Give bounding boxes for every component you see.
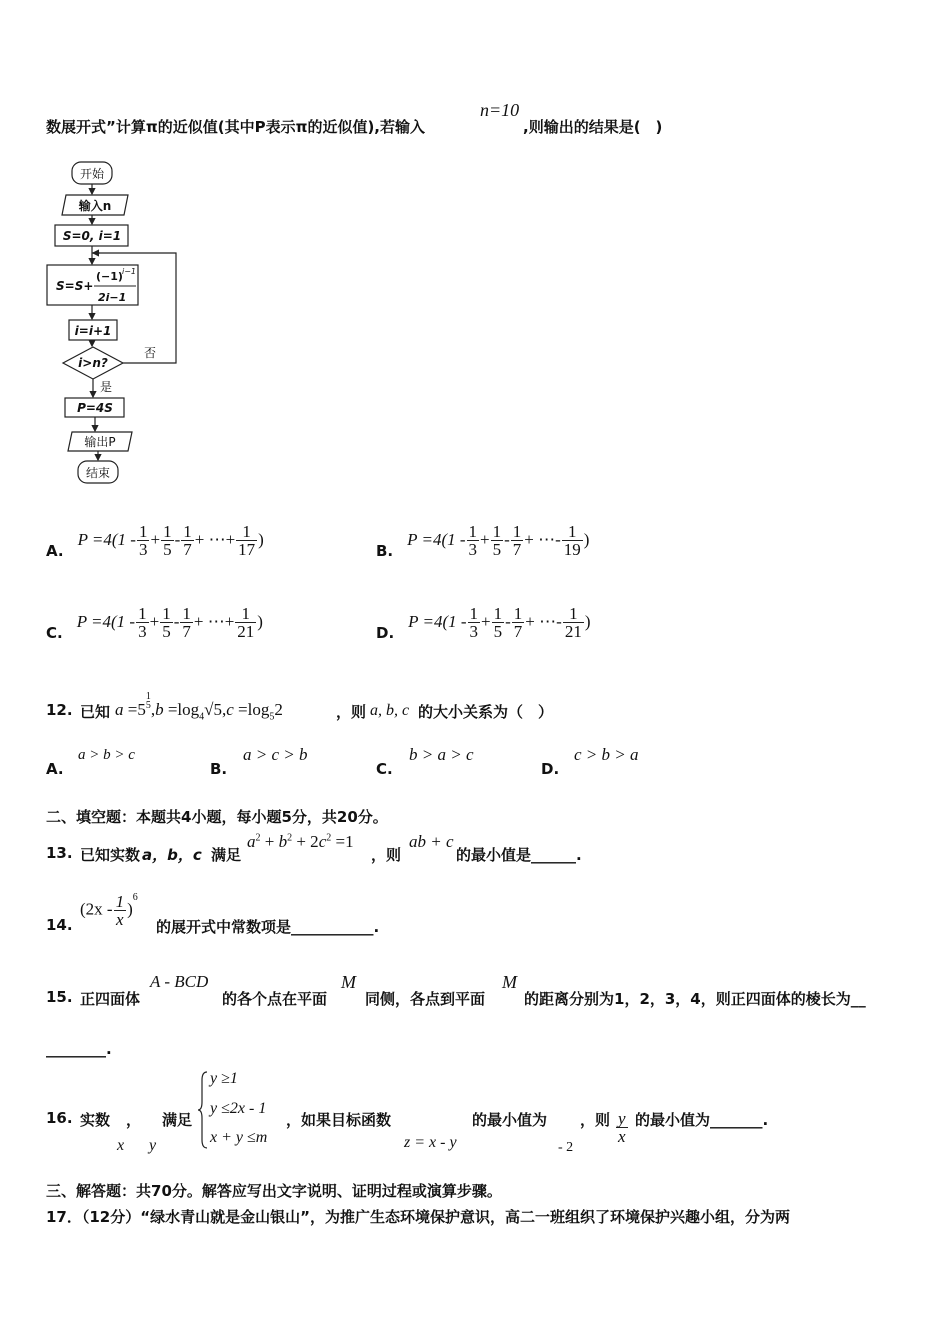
last-sign: - [556,612,562,631]
term-frac-num: 1 [163,521,172,541]
header-text: 数展开式”计算π的近似值(其中P表示π的近似值),若输入 [46,118,425,136]
q14-text: 的展开式中常数项是___________. [156,918,380,936]
term-op: + [150,530,161,549]
term-op: + [149,612,160,631]
last-frac [236,523,257,558]
term-op: - [173,612,180,631]
term-frac-den: 3 [469,621,479,641]
option-prefix: P =4(1 - [407,530,466,549]
term-frac-den: 5 [163,539,172,559]
fc-init-text: S=0, i=1 [62,229,122,243]
q15-text-b: 的各个点在平面 [222,990,328,1008]
q16-ratio-n: y [618,1109,626,1128]
q13-text-c: ，则 [371,846,402,864]
term-frac [468,605,481,640]
term-frac-den: 7 [182,621,191,641]
q15-text-a: 正四面体 [80,990,141,1008]
q16-ratio-d: x [618,1127,626,1146]
term-frac [161,523,174,558]
fc-output-text: 输出P [84,435,116,449]
last-frac [235,605,256,640]
q16-var-y: y [149,1137,157,1154]
q14-num: 14. [46,916,73,934]
close-paren: ) [583,530,590,549]
last-frac-den: 17 [238,539,256,559]
q17-text: 17．（12分）“绿水青山就是金山银山”，为推广生态环境保护意识，高二一班组织了环境保护兴趣小组，分为两 [46,1208,790,1226]
term-frac [180,605,193,640]
option-expr [77,605,263,640]
q16-ratio [615,1110,629,1145]
term-frac-den: 3 [138,539,148,559]
q16-comma: ， [126,1111,142,1129]
section3-heading: 三、解答题：共70分。解答应写出文字说明、证明过程或演算步骤。 [46,1182,502,1200]
term-frac-num: 1 [138,521,148,541]
term-frac-den: 7 [183,539,192,559]
q12-b-letter[interactable]: B. [210,760,228,778]
option-letter[interactable]: B. [376,542,394,560]
q12-exp [145,690,151,711]
q13-cond: $a^2 + b^2 + 2c^2 =1$ [247,832,354,851]
term-frac-den: 5 [492,539,502,559]
fc-end-text: 结束 [85,466,111,480]
term-frac-den: 7 [513,621,523,641]
q12-expr: $a =5^{1 5},b =\log_4√5,c =\log_52$ [115,690,283,723]
q13-text-d: 的最小值是______. [456,846,582,864]
q16-text-d: 的最小值为 [472,1111,548,1129]
option-expr [408,605,590,640]
q13-text-b: 满足 [211,846,242,864]
last-frac-den: 19 [563,539,581,559]
fc-cond-text: i>n? [78,356,108,370]
term-frac-den: 5 [162,621,171,641]
fc-input-text: 输入n [78,199,112,213]
term-frac-num: 1 [138,603,147,623]
header-tail: ,则输出的结果是( ) [523,118,663,136]
q15-blank: ________. [46,1040,112,1058]
term-frac-num: 1 [512,521,522,541]
q16-text-a: 实数 [80,1111,111,1129]
term-op: - [174,530,181,549]
flowchart [40,155,190,490]
term-frac [137,523,150,558]
option-letter[interactable]: A. [46,542,64,560]
fc-update-num-exp: i−1 [122,267,137,276]
n-value: n=10 [480,100,520,120]
q12-c-text[interactable]: b > a > c [409,745,474,764]
option-prefix: P =4(1 - [408,612,467,631]
fc-no-label: 否 [144,346,157,360]
last-frac-num: 1 [235,605,256,623]
last-sign: + [225,530,236,549]
q12-a-letter[interactable]: A. [46,760,64,778]
term-op: + [480,530,490,549]
close-paren: ) [257,612,263,631]
q15-plane: M [341,972,356,992]
term-op: + [481,612,491,631]
q16-text-c: ，如果目标函数 [286,1111,392,1129]
fc-start-text: 开始 [79,167,105,181]
term-op: + ⋯ [194,530,226,549]
last-frac [563,605,584,640]
term-op: + ⋯ [525,612,557,631]
term-frac-num: 1 [493,603,503,623]
term-frac [181,523,194,558]
option-expr [78,523,264,558]
q14-frac-n: 1 [115,892,125,911]
q16-c1: y ≥1 [210,1070,238,1087]
term-op: - [505,612,511,631]
q13-vars: a，b，c [142,846,202,864]
fc-update-den: 2i−1 [98,291,127,304]
q12-vars: a, b, c [370,702,410,719]
term-frac-num: 1 [183,521,192,541]
last-frac-den: 21 [564,621,582,641]
q11-option-a[interactable] [46,520,264,560]
q14-expr [80,893,138,928]
option-prefix: P =4(1 - [77,530,136,549]
q15-solid: A - BCD [150,972,209,991]
q11-option-c[interactable] [46,602,263,642]
q16-num: 16. [46,1109,73,1127]
fc-assign-text: P=4S [77,401,113,415]
term-frac-num: 1 [513,603,523,623]
fc-inc-text: i=i+1 [74,324,112,338]
q16-var-x: x [117,1137,125,1154]
last-frac-num: 1 [236,523,257,541]
last-frac [562,523,583,558]
term-op: - [504,530,510,549]
q15-num: 15. [46,988,73,1006]
q16-c3: x + y ≤m [210,1129,268,1146]
q12-exp-den: 5 [145,699,151,711]
q16-text-f: 的最小值为_______. [635,1111,769,1129]
q12-a-text[interactable]: a > b > c [78,747,135,763]
term-frac-den: 5 [493,621,503,641]
fc-update-lhs: S=S+ [56,279,94,293]
last-sign: + [224,612,235,631]
fc-yes-label: 是 [100,380,113,394]
q12-d-letter[interactable]: D. [541,760,560,778]
q12-text-c: 的大小关系为（ ） [418,703,554,721]
q13-text-a: 已知实数 [80,846,141,864]
q12-exp-num: 1 [145,690,151,702]
q12-text-b: ，则 [336,703,367,721]
term-frac [136,605,149,640]
q14-expr-open: (2x - [80,899,113,919]
q14-expr-close: ) [127,899,133,919]
term-frac [491,523,504,558]
term-frac-num: 1 [182,603,191,623]
q12-d-text[interactable]: c > b > a [574,745,639,764]
last-frac-den: 21 [237,621,255,641]
q15-text-d: 的距离分别为1，2，3，4，则正四面体的棱长为__ [524,990,866,1008]
q12-text-a: 已知 [80,703,111,721]
term-frac [467,523,480,558]
q16-brace [198,1070,208,1150]
q12-c-letter[interactable]: C. [376,760,393,778]
term-frac-den: 3 [138,621,147,641]
q13-num: 13. [46,844,73,862]
q16-objective: z = x - y [404,1134,457,1151]
last-frac-num: 1 [563,605,584,623]
q16-minval: - 2 [558,1140,574,1155]
term-op: + ⋯ [193,612,225,631]
q14-frac-d: x [116,910,124,929]
q12-b-text[interactable]: a > c > b [243,745,308,764]
option-expr [407,523,589,558]
q16-text-b: 满足 [162,1111,193,1129]
option-letter[interactable]: D. [376,624,395,642]
term-frac-den: 7 [512,539,522,559]
last-frac-num: 1 [562,523,583,541]
q15-plane2: M [502,972,517,992]
q16-text-e: ，则 [580,1111,611,1129]
option-letter[interactable]: C. [46,624,63,642]
term-frac [492,605,505,640]
term-frac-den: 3 [468,539,478,559]
q12-num: 12. [46,701,73,719]
q13-target: ab + c [409,832,454,851]
q11-option-b[interactable] [376,520,589,560]
q14-power: 6 [132,891,138,903]
close-paren: ) [584,612,591,631]
close-paren: ) [258,530,264,549]
term-frac [511,523,524,558]
term-frac-num: 1 [162,603,171,623]
term-frac-num: 1 [492,521,502,541]
q16-c2: y ≤2x - 1 [210,1100,267,1117]
section2-heading: 二、填空题：本题共4小题，每小题5分，共20分。 [46,808,388,826]
option-prefix: P =4(1 - [76,612,136,631]
fc-update-num: (−1) [96,270,123,283]
q15-text-c: 同侧，各点到平面 [365,990,486,1008]
term-op: + ⋯ [524,530,556,549]
term-frac [160,605,173,640]
term-frac-num: 1 [468,521,478,541]
term-frac-num: 1 [469,603,479,623]
term-frac [512,605,525,640]
last-sign: - [555,530,561,549]
q11-option-d[interactable] [376,602,590,642]
